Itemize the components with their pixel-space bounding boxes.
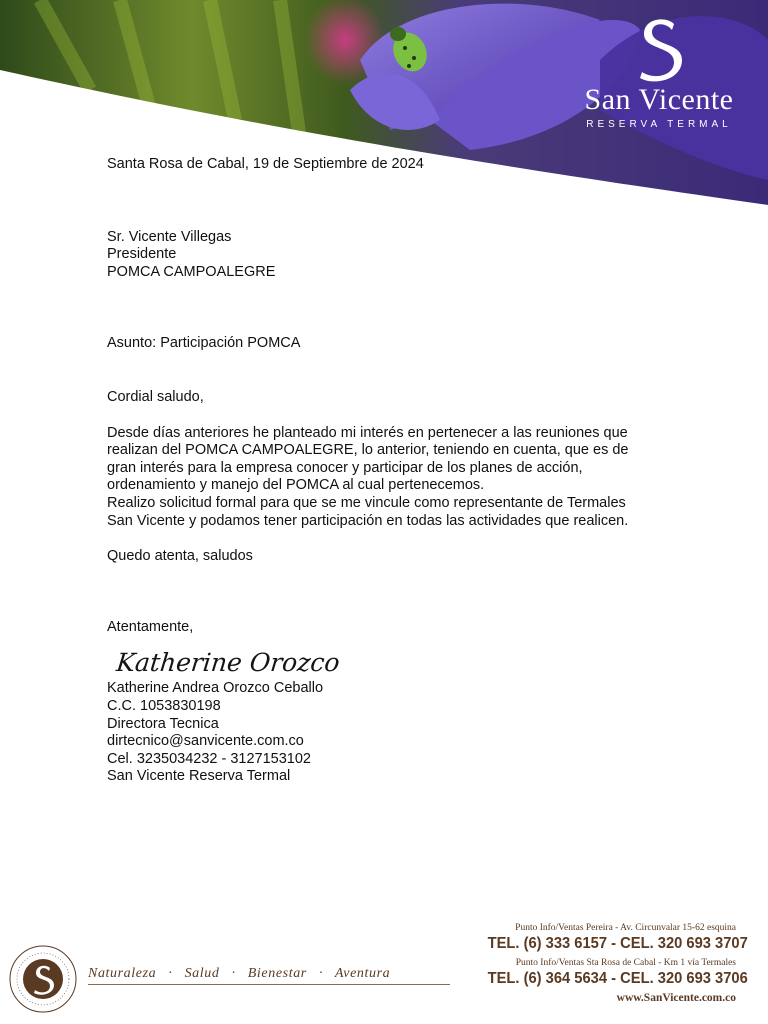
handwritten-signature: Katherine Orozco bbox=[115, 648, 342, 678]
tagline-word: Naturaleza bbox=[88, 966, 157, 981]
recipient-title: Presidente bbox=[107, 246, 177, 263]
footer-contact bbox=[466, 922, 748, 1006]
closing: Atentamente, bbox=[107, 618, 194, 635]
place-date: Santa Rosa de Cabal, 19 de Septiembre de 2024 bbox=[107, 156, 424, 172]
body-line: Realizo solicitud formal para que se me vincule como representante de Termales bbox=[107, 494, 626, 511]
recipient-organization: POMCA CAMPOALEGRE bbox=[107, 263, 276, 280]
body-paragraph bbox=[107, 425, 667, 531]
tagline-separator: · bbox=[168, 966, 173, 981]
brand-logo bbox=[564, 16, 754, 130]
brand-name: San Vicente bbox=[584, 83, 734, 116]
tagline-separator: · bbox=[318, 966, 324, 981]
santa-rosa-phones: TEL. (6) 364 5634 - CEL. 320 693 3706 bbox=[487, 970, 748, 987]
body-line: Desde días anteriores he planteado mi interés en pertenecer a las reuniones que bbox=[107, 424, 628, 441]
santa-rosa-address: Punto Info/Ventas Sta Rosa de Cabal - Km 1 vía Termales bbox=[515, 958, 736, 968]
footer-tagline bbox=[88, 966, 450, 985]
sender-position: Directora Tecnica bbox=[107, 715, 219, 732]
brand-s-icon bbox=[632, 16, 686, 82]
pereira-address: Punto Info/Ventas Pereira - Av. Circunvalar 15-62 esquina bbox=[515, 923, 736, 933]
letter-body bbox=[107, 156, 667, 786]
salutation: Cordial saludo, bbox=[107, 388, 204, 405]
body-line: ordenamiento y manejo del POMCA al cual pertenecemos. bbox=[107, 477, 485, 494]
sender-name: Katherine Andrea Orozco Ceballo bbox=[107, 680, 324, 697]
tagline-separator: · bbox=[231, 966, 236, 981]
body-line: gran interés para la empresa conocer y participar de los planes de acción, bbox=[107, 459, 583, 476]
subject-line: Asunto: Participación POMCA bbox=[107, 335, 301, 352]
recipient-name: Sr. Vicente Villegas bbox=[107, 228, 232, 245]
footer bbox=[0, 923, 768, 1024]
body-line: San Vicente y podamos tener participación en todas las actividades que realicen. bbox=[107, 512, 629, 529]
tagline-word: Aventura bbox=[334, 966, 391, 981]
farewell: Quedo atenta, saludos bbox=[107, 548, 253, 565]
seal-logo bbox=[8, 944, 78, 1014]
body-line: realizan del POMCA CAMPOALEGRE, lo anterior, teniendo en cuenta, que es de bbox=[107, 442, 629, 459]
sender-email[interactable]: dirtecnico@sanvicente.com.co bbox=[107, 733, 304, 750]
tagline-word: Bienestar bbox=[247, 966, 307, 981]
sender-id: C.C. 1053830198 bbox=[107, 697, 221, 714]
pereira-phones: TEL. (6) 333 6157 - CEL. 320 693 3707 bbox=[487, 935, 748, 952]
sender-company: San Vicente Reserva Termal bbox=[107, 768, 291, 785]
brand-subtitle: RESERVA TERMAL bbox=[586, 119, 732, 130]
tagline-word: Salud bbox=[184, 966, 220, 981]
website-link[interactable]: www.SanVicente.com.co bbox=[616, 992, 736, 1004]
sender-phone: Cel. 3235034232 - 3127153102 bbox=[107, 750, 311, 767]
